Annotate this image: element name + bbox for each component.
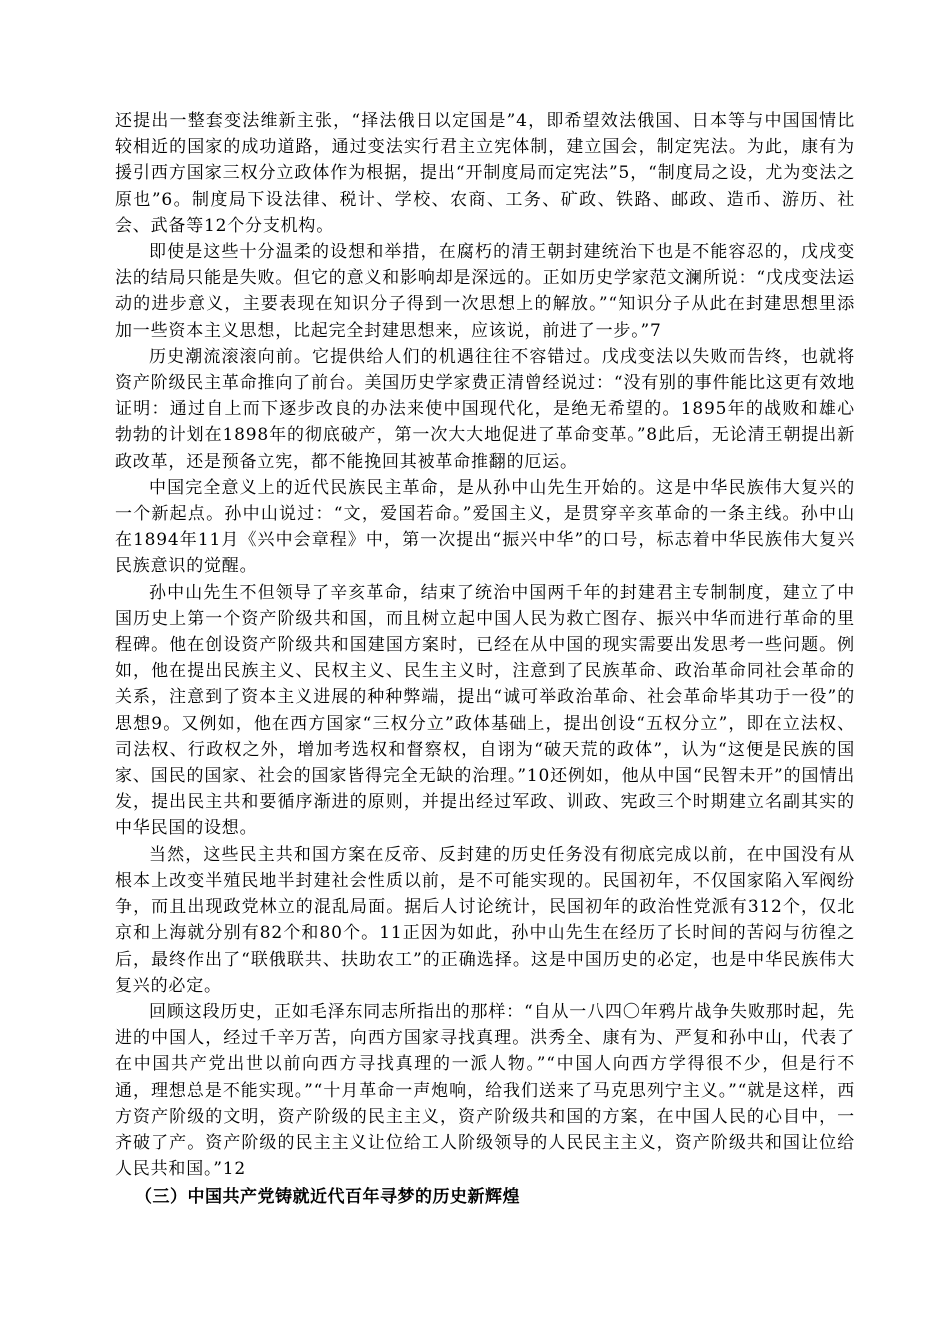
paragraph-2: 即使是这些十分温柔的设想和举措，在腐朽的清王朝封建统治下也是不能容忍的，戊戌变法的结局只能是失败。但它的意义和影响却是深远的。正如历史学家范文澜所说：“戊戌变法运动的进步意义，主要表现在知识分子得到一次思想上的解放。”“知识分子从此在封建思想里添加一些资本主义思想，比起完全封建思想来，应该说，前进了一步。”7 <box>115 242 855 341</box>
paragraph-3: 历史潮流滚滚向前。它提供给人们的机遇往往不容错过。戊戌变法以失败而告终，也就将资产阶级民主革命推向了前台。美国历史学家费正清曾经说过：“没有别的事件能比这更有效地证明：通过自上而下逐步改良的办法来使中国现代化，是绝无希望的。1895年的战败和雄心勃勃的计划在1898年的彻底破产，第一次大大地促进了革命变革。”8此后，无论清王朝提出新政改革，还是预备立宪，都不能挽回其被革命推翻的厄运。 <box>115 346 855 472</box>
section-heading: （三）中国共产党铸就近代百年寻梦的历史新辉煌 <box>135 1187 520 1208</box>
paragraph-7: 回顾这段历史，正如毛泽东同志所指出的那样：“自从一八四〇年鸦片战争失败那时起，先进的中国人，经过千辛万苦，向西方国家寻找真理。洪秀全、康有为、严复和孙中山，代表了在中国共产党出世以前向西方寻找真理的一派人物。”“中国人向西方学得很不少，但是行不通，理想总是不能实现。”“十月革命一声炮响，给我们送来了马克思列宁主义。”“就是这样，西方资产阶级的文明，资产阶级的民主主义，资产阶级共和国的方案，在中国人民的心目中，一齐破了产。资产阶级的民主主义让位给工人阶级领导的人民民主主义，资产阶级共和国让位给人民共和国。”12 <box>115 1001 855 1180</box>
paragraph-4: 中国完全意义上的近代民族民主革命，是从孙中山先生开始的。这是中华民族伟大复兴的一个新起点。孙中山说过：“文，爱国若命。”爱国主义，是贯穿辛亥革命的一条主线。孙中山在1894年11月《兴中会章程》中，第一次提出“振兴中华”的口号，标志着中华民族伟大复兴民族意识的觉醒。 <box>115 477 855 577</box>
paragraph-6: 当然，这些民主共和国方案在反帝、反封建的历史任务没有彻底完成以前，在中国没有从根本上改变半殖民地半封建社会性质以前，是不可能实现的。民国初年，不仅国家陷入军阀纷争，而且出现政党林立的混乱局面。据后人讨论统计，民国初年的政治性党派有312个，仅北京和上海就分别有82个和80个。11正因为如此，孙中山先生在经历了长时间的苦闷与彷徨之后，最终作出了“联俄联共、扶助农工”的正确选择。这是中国历史的必定，也是中华民族伟大复兴的必定。 <box>115 844 855 996</box>
paragraph-5: 孙中山先生不但领导了辛亥革命，结束了统治中国两千年的封建君主专制制度，建立了中国历史上第一个资产阶级共和国，而且树立起中国人民为救亡图存、振兴中华而进行革命的里程碑。他在创设资产阶级共和国建国方案时，已经在从中国的现实需要出发思考一些问题。例如，他在提出民族主义、民权主义、民生主义时，注意到了民族革命、政治革命同社会革命的关系，注意到了资本主义进展的种种弊端，提出“诚可举政治革命、社会革命毕其功于一役”的思想9。又例如，他在西方国家“三权分立”政体基础上，提出创设“五权分立”，即在立法权、司法权、行政权之外，增加考选权和督察权，自诩为“破天荒的政体”，认为“这便是民族的国家、国民的国家、社会的国家皆得完全无缺的治理。”10还例如，他从中国“民智未开”的国情出发，提出民主共和要循序渐进的原则，并提出经过军政、训政、宪政三个时期建立名副其实的中华民国的设想。 <box>115 582 855 839</box>
document-page <box>115 108 855 1210</box>
paragraph-1: 还提出一整套变法维新主张，“择法俄日以定国是”4，即希望效法俄国、日本等与中国国情比较相近的国家的成功道路，通过变法实行君主立宪体制，建立国会，制定宪法。为此，康有为援引西方国家三权分立政体作为根据，提出“开制度局而定宪法”5，“制度局之设，尤为变法之原也”6。制度局下设法律、税计、学校、农商、工务、矿政、铁路、邮政、造币、游历、社会、武备等12个分支机构。 <box>115 111 855 236</box>
